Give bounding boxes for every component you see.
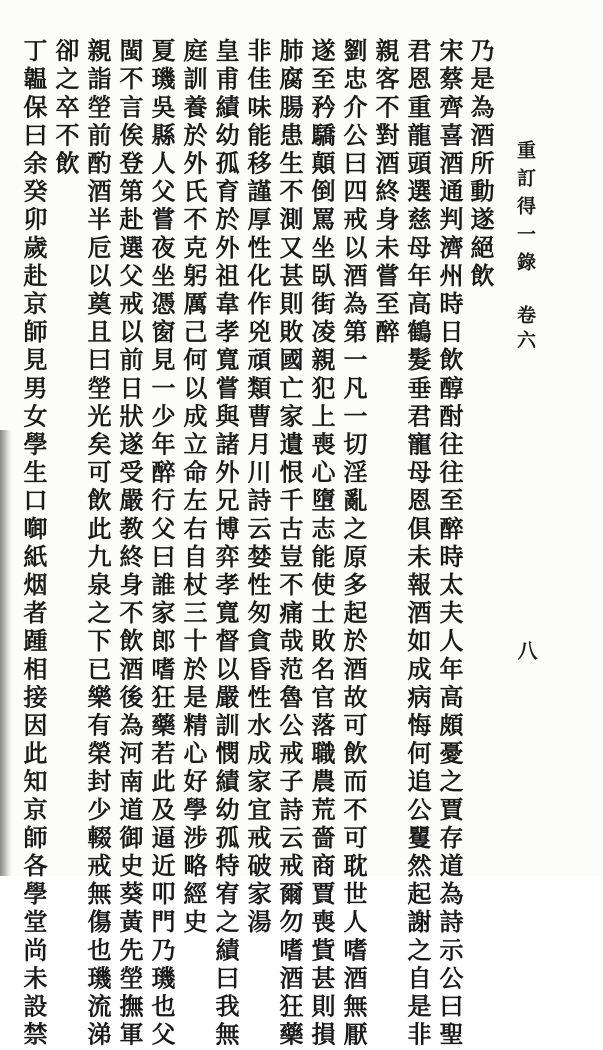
text-column-7: 肺腐腸患生不測又甚則敗國亡家遺恨千古豈不痛哉范魯公戒子詩云戒爾勿嗜酒狂藥 (275, 38, 304, 1050)
page-edge-shadow (0, 430, 12, 876)
text-column-10: 庭訓養於外氏不克躬厲己何以成立命左右自杖三十於是精心好學涉略經史 (179, 38, 208, 938)
text-column-5: 劉忠介公曰四戒以酒為第一凡一切淫亂之原多起於酒故可飲而不可耽世人嗜酒無厭 (339, 38, 368, 1050)
text-column-12: 閩不言俟登第赴選父戒以前日狀遂受嚴教終身不飲酒後為河南道御史葵黃先塋撫軍 (115, 38, 144, 1050)
text-column-4: 親客不對酒終身未嘗至醉 (371, 38, 400, 348)
text-column-11: 夏璣吳縣人父嘗夜坐憑窗見一少年醉行父曰誰家郎嗜狂藥若此及逼近叩門乃璣也父 (147, 38, 176, 1050)
text-column-6: 遂至矜驕顛倒罵坐臥街凌親犯上喪心墮志能使士敗名官落職農荒嗇商賈喪貲甚則損 (307, 38, 336, 1050)
text-column-15: 丁韞保曰余癸卯歲赴京師見男女學生口啣紙烟者踵相接因此知京師各學堂尚未設禁 (19, 38, 48, 1050)
text-column-9: 皇甫績幼孤育於外祖韋孝寬嘗與諸外兄博弈孝寬督以嚴訓憫績幼孤特宥之績曰我無 (211, 38, 240, 1050)
text-column-8: 非佳味能移謹厚性化作兇頑類曹月川詩云婪性匆貪昏性水成家宜戒破家湯 (243, 38, 272, 938)
text-column-13: 親詣塋前酌酒半卮以奠且曰塋光矣可飲此九泉之下已樂有榮封少輟戒無傷也璣流涕 (83, 38, 112, 1050)
text-column-3: 君恩重龍頭選慈母年高鶴髮垂君寵母恩俱未報酒如成病悔何追公矍然起謝之自是非 (403, 38, 432, 1050)
volume-label: 卷六 (514, 305, 536, 355)
page-number: 八 (514, 640, 538, 660)
running-title: 重訂得一錄 (514, 140, 536, 280)
text-column-1: 乃是為酒所動遂絕飲 (466, 38, 495, 291)
text-column-14: 卻之卒不飲 (51, 38, 80, 179)
text-column-2: 宋蔡齊喜酒通判濟州時日飲醇酎往往至醉時太夫人年高頗憂之賈存道為詩示公曰聖 (435, 38, 464, 1050)
